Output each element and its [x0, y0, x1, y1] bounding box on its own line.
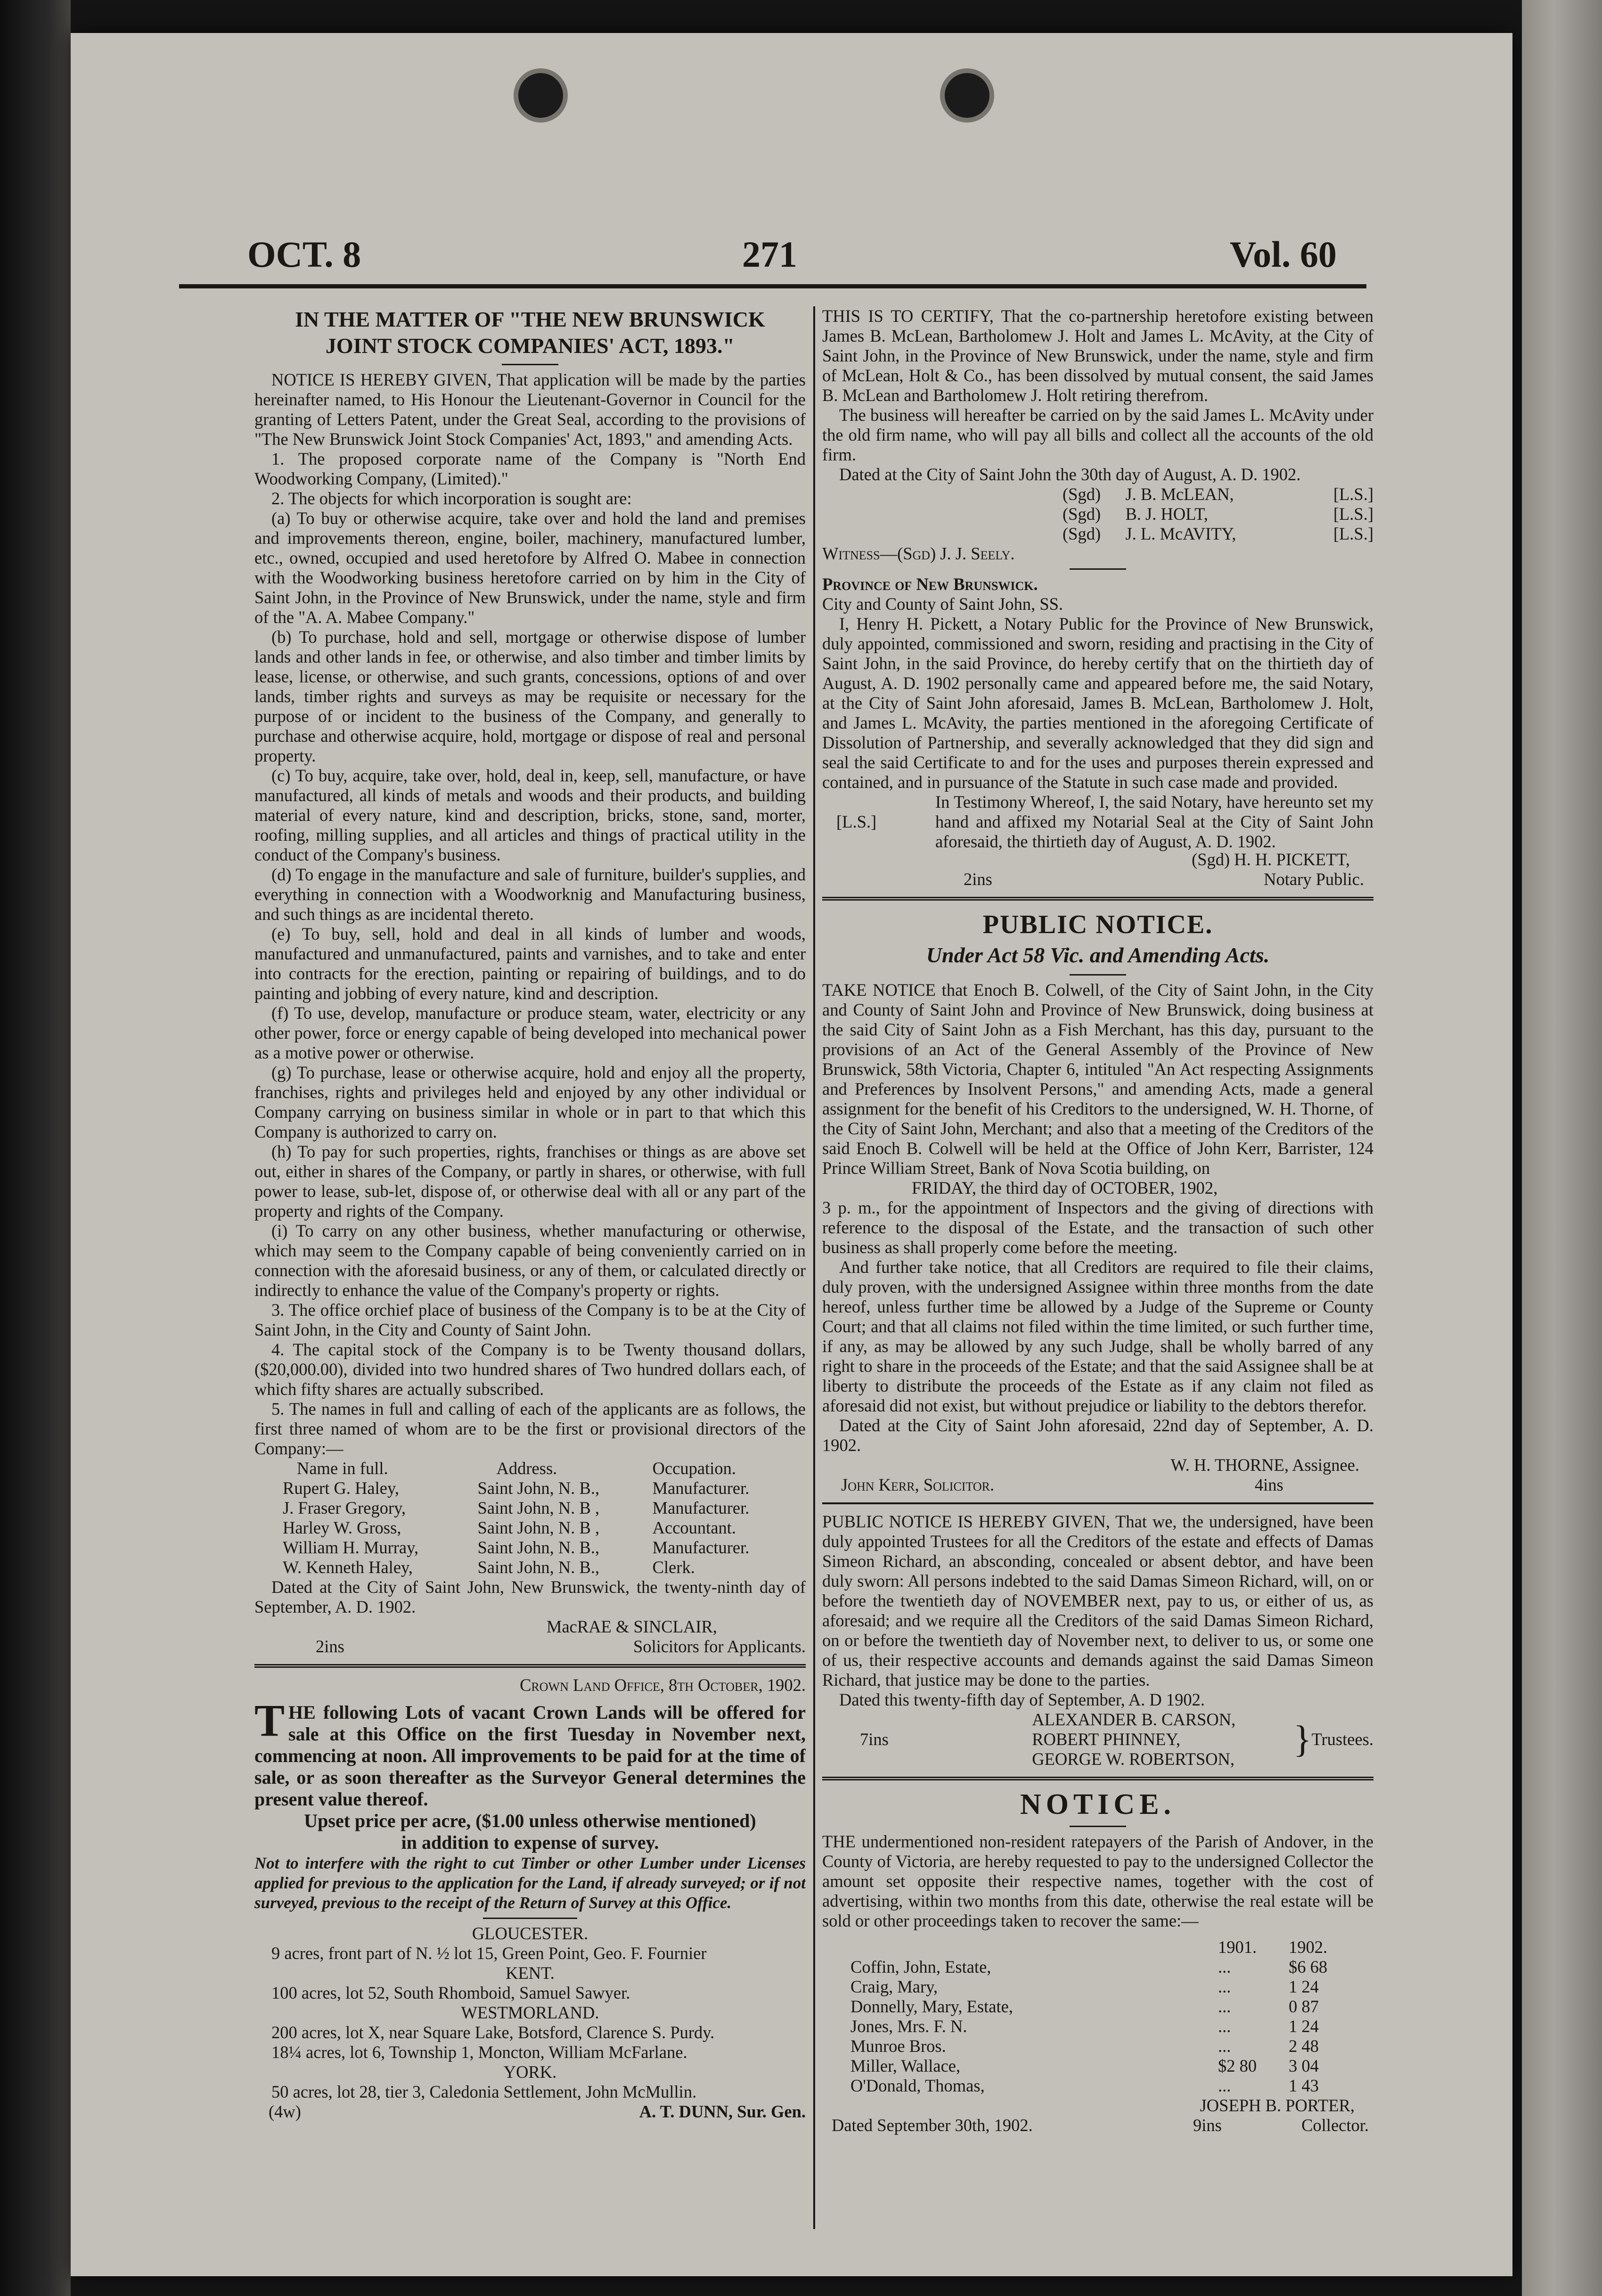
- column-header: 1902.: [1289, 1937, 1328, 1957]
- amount-1901: ...: [1218, 1977, 1231, 1996]
- table-row: [283, 1538, 792, 1558]
- witness-line: Witness—(Sgd) J. J. Seely.: [822, 544, 1015, 563]
- table-row: [1063, 524, 1373, 544]
- ratepayer-name: O'Donald, Thomas,: [850, 2076, 985, 2095]
- applicant-name: Rupert G. Haley,: [283, 1478, 399, 1498]
- signature-row: [254, 2102, 806, 2122]
- public-notice-assignment: [822, 908, 1373, 1495]
- paragraph: 1. The proposed corporate name of the Company is "North End Woodworking Company, (Limited).": [254, 449, 806, 488]
- table-row: [850, 1977, 1359, 1997]
- table-header-row: [283, 1459, 792, 1478]
- applicant-occupation: Clerk.: [652, 1558, 695, 1577]
- applicant-name: William H. Murray,: [283, 1538, 419, 1557]
- table-row: [850, 1957, 1359, 1977]
- amount-1901: ...: [1218, 1957, 1231, 1976]
- signer-role: Solicitors for Applicants.: [633, 1637, 806, 1656]
- right-column: [822, 306, 1373, 2253]
- upset-price-note: in addition to expense of survey.: [401, 1832, 659, 1853]
- ratepayer-name: Craig, Mary,: [850, 1977, 938, 1996]
- county-name: KENT.: [506, 1963, 555, 1983]
- amount-1902: 3 04: [1289, 2056, 1319, 2075]
- crown-land-notice: [254, 1675, 806, 2122]
- trustees-notice: [822, 1512, 1373, 1769]
- divider: [1070, 568, 1126, 570]
- sgd-mark: (Sgd): [1063, 504, 1101, 524]
- amount-1902: 1 43: [1289, 2076, 1319, 2095]
- applicants-table: [283, 1459, 792, 1577]
- section-divider: [822, 1502, 1373, 1504]
- trustee-name: GEORGE W. ROBERTSON,: [1032, 1749, 1235, 1769]
- signer-role: Collector.: [1301, 2116, 1369, 2135]
- paragraph: (d) To engage in the manufacture and sale of furniture, builder's supplies, and everything in connection with a Woodworknig and Manufacturing business, and such things as are incidental thereto.: [254, 865, 806, 924]
- dated-line: Dated at the City of Saint John, New Brunswick, the twenty-ninth day of September, A. D. 1902.: [254, 1577, 806, 1616]
- dated-line: Dated at the City of Saint John aforesaid, 22nd day of September, A. D. 1902.: [822, 1416, 1373, 1455]
- paragraph: (b) To purchase, hold and sell, mortgage or otherwise dispose of lumber lands and other lands in fee, or otherwise, and also timber and timber limits by lease, license, or otherwise, and such grants, concessions, options of and over lands, timber rights and surveys as may be requisite or necessary for the purpose of or incident to the business of the Company, and generally to purchase and otherwise acquire, hold, mortgage or dispose of real and personal property.: [254, 627, 806, 765]
- andover-ratepayers-notice: [822, 1788, 1373, 2135]
- applicant-address: Saint John, N. B.,: [477, 1478, 600, 1498]
- ratepayer-name: Jones, Mrs. F. N.: [850, 2017, 967, 2036]
- signature-row: [254, 1637, 806, 1656]
- insertion-count: 4ins: [1254, 1475, 1283, 1494]
- ratepayer-name: Donnelly, Mary, Estate,: [850, 1997, 1013, 2016]
- binding-hole-icon: [514, 68, 568, 123]
- dated-line: Dated this twenty-fifth day of September, A. D 1902.: [839, 1690, 1205, 1709]
- amount-1902: 1 24: [1289, 1977, 1319, 1996]
- paragraph: (c) To buy, acquire, take over, hold, deal in, keep, sell, manufacture, or have manufactured, all kinds of metals and woods and their products, and building material of every nature, kind and description, bricks, stone, sand, morter, roofing, milling supplies, and all articles and things of practical utility in the conduct of the Company's business.: [254, 766, 806, 864]
- applicant-address: Saint John, N. B.,: [477, 1538, 600, 1557]
- meeting-date: FRIDAY, the third day of OCTOBER, 1902,: [912, 1178, 1218, 1197]
- ratepayer-name: Coffin, John, Estate,: [850, 1957, 991, 1976]
- trustee-name: ALEXANDER B. CARSON,: [1032, 1710, 1236, 1729]
- lot-item: 200 acres, lot X, near Square Lake, Botsford, Clarence S. Purdy.: [271, 2023, 715, 2042]
- signer-name: W. H. THORNE, Assignee.: [1170, 1455, 1359, 1475]
- county-name: YORK.: [503, 2062, 557, 2082]
- signer-name: J. L. McAVITY,: [1125, 524, 1236, 543]
- binding-hole-icon: [940, 68, 994, 123]
- left-column: [254, 306, 806, 2253]
- column-header: 1901.: [1218, 1937, 1257, 1957]
- divider: [1070, 1826, 1126, 1827]
- amount-1902: 0 87: [1289, 1997, 1319, 2016]
- insertion-count: 2ins: [316, 1637, 344, 1656]
- applicant-occupation: Manufacturer.: [652, 1498, 750, 1517]
- signatures-table: [1063, 484, 1373, 544]
- seal-mark: [L.S.]: [1333, 504, 1373, 524]
- upset-price: Upset price per acre, ($1.00 unless otherwise mentioned): [304, 1810, 756, 1831]
- table-row: [283, 1478, 792, 1498]
- divider: [483, 1918, 577, 1919]
- divider: [1070, 974, 1126, 976]
- section-divider: [254, 1664, 806, 1668]
- insertion-count: (4w): [269, 2102, 301, 2121]
- paragraph: (g) To purchase, lease or otherwise acquire, hold and enjoy all the property, franchises, rights and privileges held and enjoyed by any other individual or Company carrying on business similar in whole or in part to that which this Company is authorized to carry on.: [254, 1063, 806, 1141]
- signature-row: [822, 869, 1373, 889]
- signature-row: [822, 2116, 1373, 2135]
- paragraph: 2. The objects for which incorporation is sought are:: [271, 489, 632, 508]
- solicitor-name: John Kerr, Solicitor.: [841, 1475, 995, 1494]
- amount-1901: $2 80: [1218, 2056, 1257, 2075]
- seal-mark: [L.S.]: [1333, 524, 1373, 543]
- issue-date: OCT. 8: [247, 234, 361, 275]
- lot-item: 9 acres, front part of N. ½ lot 15, Green Point, Geo. F. Fournier: [271, 1943, 707, 1963]
- paragraph: And further take notice, that all Creditors are required to file their claims, duly proven, with the undersigned Assignee within three months from the date hereof, unless further time be allowed by a Judge of the Supreme or County Court; and that all claims not filed within the time limited, or such further time, if any, as may be allowed by any such Judge, shall be wholly barred of any right to share in the proceeds of the Estate; and that the said Assignee shall be at liberty to distribute the proceeds of the Estate as if any claim not filed as aforesaid did not exist, but without prejudice or liability to the debtors therefor.: [822, 1257, 1373, 1415]
- applicant-name: W. Kenneth Haley,: [283, 1558, 413, 1577]
- brace-icon: }: [1293, 1719, 1312, 1760]
- table-header-row: [850, 1937, 1359, 1957]
- office-line: Crown Land Office, 8th October, 1902.: [520, 1675, 806, 1695]
- sgd-mark: (Sgd): [1063, 484, 1101, 504]
- ratepayers-table: [850, 1937, 1359, 2096]
- paragraph: 3 p. m., for the appointment of Inspectors and the giving of directions with reference to the disposal of the Estate, and the transaction of such other business as shall properly come before the meeting.: [822, 1198, 1373, 1257]
- volume-number: Vol. 60: [1230, 234, 1337, 275]
- signer-role: Notary Public.: [1264, 869, 1364, 889]
- insertion-count: 9ins: [1193, 2116, 1222, 2135]
- italic-note: Not to interfere with the right to cut Timber or other Lumber under Licenses applied for previous to the application for the Land, if already surveyed; or if not surveyed, previous to the receipt of the Return of Survey at this Office.: [254, 1854, 806, 1912]
- table-row: [850, 2036, 1359, 2056]
- amount-1902: 2 48: [1289, 2036, 1319, 2056]
- ratepayer-name: Miller, Wallace,: [850, 2056, 961, 2075]
- applicant-address: Saint John, N. B ,: [477, 1518, 600, 1537]
- table-row: [283, 1518, 792, 1538]
- table-row: [850, 2076, 1359, 2096]
- section-divider: [822, 1777, 1373, 1780]
- table-row: [850, 1997, 1359, 2017]
- paragraph: THIS IS TO CERTIFY, That the co-partnership heretofore existing between James B. McLean, Bartholomew J. Holt and James L. McAvity, at the City of Saint John, in the Province of New Brunswick, under the name, style and firm of McLean, Holt & Co., has been dissolved by mutual consent, the said James B. McLean and Bartholomew J. Holt retiring therefrom.: [822, 306, 1373, 405]
- drop-cap: T: [254, 1695, 285, 1746]
- section-divider: [822, 897, 1373, 901]
- lot-item: 18¼ acres, lot 6, Township 1, Moncton, William McFarlane.: [271, 2042, 687, 2062]
- paragraph: (f) To use, develop, manufacture or produce steam, water, electricity or any other power, force or energy capable of being developed into mechanical power as a motive power or otherwise.: [254, 1003, 806, 1062]
- trustees-label: Trustees.: [1311, 1730, 1373, 1749]
- county-name: WESTMORLAND.: [461, 2003, 599, 2022]
- city-line: City and County of Saint John, SS.: [822, 594, 1063, 614]
- notice-heading: NOTICE.: [1020, 1788, 1176, 1820]
- crown-land-body: HE following Lots of vacant Crown Lands will be offered for sale at this Office on the first Tuesday in November next, commencing at noon. All improvements to be paid for at the time of sale, or as soon thereafter as the Surveyor General determines the present value thereof.: [254, 1702, 806, 1810]
- applicant-occupation: Accountant.: [652, 1518, 736, 1537]
- paragraph: THE undermentioned non-resident ratepayers of the Parish of Andover, in the County of Victoria, are hereby requested to pay to the undersigned Collector the amount set opposite their respective names, together with the cost of advertising, within two months from this date, otherwise the real estate will be sold or other proceedings taken to recover the same:—: [822, 1832, 1373, 1930]
- paragraph: (e) To buy, sell, hold and deal in all kinds of lumber and woods, manufactured and unmanufactured, paints and varnishes, and to take and enter into contracts for the erection, painting or repairing of buildings, and to do painting and jobbing of every nature, kind and description.: [254, 924, 806, 1003]
- paragraph: PUBLIC NOTICE IS HEREBY GIVEN, That we, the undersigned, have been duly appointed Trustees for all the Creditors of the estate and effects of Damas Simeon Richard, an absconding, concealed or absent debtor, and have been duly sworn: All persons indebted to the said Damas Simeon Richard, will, on or before the twentieth day of NOVEMBER next, pay to us, or either of us, as aforesaid; and we require all the Creditors of the said Damas Simeon Richard, on or before the twentieth day of November next, to deliver to us, or some one of us, their respective accounts and demands against the said Damas Simeon Richard, that justice may be done to the parties.: [822, 1512, 1373, 1689]
- nb-joint-stock-notice: [254, 306, 806, 1656]
- paragraph: 3. The office orchief place of business of the Company is to be at the City of Saint John, in the City and County of Saint John.: [254, 1300, 806, 1339]
- signer-name: JOSEPH B. PORTER,: [1200, 2096, 1355, 2115]
- applicant-address: Saint John, N. B.,: [477, 1558, 600, 1577]
- ratepayer-name: Munroe Bros.: [850, 2036, 946, 2056]
- paragraph: The business will hereafter be carried on by the said James L. McAvity under the old firm name, who will pay all bills and collect all the accounts of the old firm.: [822, 405, 1373, 464]
- applicant-name: J. Fraser Gregory,: [283, 1498, 406, 1517]
- amount-1901: ...: [1218, 2076, 1231, 2095]
- table-row: [283, 1558, 792, 1577]
- paragraph: 5. The names in full and calling of each of the applicants are as follows, the first three named of whom are to be the first or provisional directors of the Company:—: [254, 1399, 806, 1458]
- lot-item: 50 acres, lot 28, tier 3, Caledonia Settlement, John McMullin.: [271, 2082, 697, 2101]
- paragraph: NOTICE IS HEREBY GIVEN, That application will be made by the parties hereinafter named, to His Honour the Lieutenant-Governor in Council for the granting of Letters Patent, under the Great Seal, according to the provisions of "The New Brunswick Joint Stock Companies' Act, 1893," and amending Acts.: [254, 370, 806, 449]
- signer-name: J. B. McLEAN,: [1125, 484, 1234, 504]
- column-header: Name in full.: [297, 1459, 388, 1478]
- page-number: 271: [742, 234, 797, 275]
- column-divider: [813, 306, 815, 2229]
- column-header: Occupation.: [652, 1459, 736, 1478]
- insertion-count: 2ins: [964, 869, 992, 889]
- trustee-name: ROBERT PHINNEY,: [1032, 1730, 1181, 1749]
- table-row: [850, 2056, 1359, 2076]
- province-line: Province of New Brunswick.: [822, 574, 1038, 594]
- insertion-count: 7ins: [860, 1730, 889, 1749]
- divider: [502, 364, 558, 365]
- amount-1901: ...: [1218, 2017, 1231, 2036]
- notice-title: JOINT STOCK COMPANIES' ACT, 1893.": [325, 334, 735, 358]
- applicant-occupation: Manufacturer.: [652, 1478, 750, 1498]
- signer-name: A. T. DUNN, Sur. Gen.: [639, 2102, 806, 2121]
- signer-name: MacRAE & SINCLAIR,: [547, 1617, 717, 1636]
- table-row: [850, 2017, 1359, 2036]
- notice-heading: PUBLIC NOTICE.: [982, 910, 1213, 939]
- amount-1901: ...: [1218, 2036, 1231, 2056]
- next-page-edge: [1522, 0, 1602, 2296]
- applicant-name: Harley W. Gross,: [283, 1518, 401, 1537]
- table-row: [1063, 484, 1373, 504]
- notice-title: IN THE MATTER OF "THE NEW BRUNSWICK: [295, 307, 765, 331]
- signature-row: [822, 1475, 1373, 1495]
- signer-name: B. J. HOLT,: [1125, 504, 1208, 524]
- paragraph: (h) To pay for such properties, rights, franchises or things as are above set out, either in shares of the Company, or partly in shares, or otherwise, with full power to lease, sub-let, dispose of, or otherwise deal with all or any part of the property and rights of the Company.: [254, 1142, 806, 1221]
- applicant-address: Saint John, N. B ,: [477, 1498, 600, 1517]
- amount-1902: $6 68: [1289, 1957, 1328, 1976]
- paragraph: 4. The capital stock of the Company is to be Twenty thousand dollars, ($20,000.00), divided into two hundred shares of Two hundred dollars each, of which fifty shares are actually subscribed.: [254, 1340, 806, 1399]
- table-row: [283, 1498, 792, 1518]
- county-name: GLOUCESTER.: [472, 1924, 588, 1943]
- applicant-occupation: Manufacturer.: [652, 1538, 750, 1557]
- trustees-signatures: [822, 1710, 1373, 1769]
- dissolution-notice: [822, 306, 1373, 889]
- page-header: [179, 233, 1366, 285]
- testimony-paragraph: In Testimony Whereof, I, the said Notary, have hereunto set my hand and affixed my Notarial Seal at the City of Saint John aforesaid, the thirtieth day of August, A. D. 1902.: [935, 792, 1373, 851]
- dated-line: Dated at the City of Saint John the 30th day of August, A. D. 1902.: [839, 465, 1301, 484]
- seal-mark: [L.S.]: [836, 812, 877, 831]
- seal-mark: [L.S.]: [1333, 484, 1373, 504]
- paragraph: [254, 1695, 806, 1810]
- sgd-mark: (Sgd): [1063, 524, 1101, 543]
- notary-signature: (Sgd) H. H. PICKETT,: [1192, 850, 1350, 869]
- header-rule: [179, 284, 1366, 288]
- paragraph: (a) To buy or otherwise acquire, take over and hold the land and premises and improvements thereon, engine, boiler, machinery, manufactured lumber, etc., owned, occupied and used heretofore by Alfred O. Mabee in connection with the Woodworking business heretofore carried on by him in the City of Saint John, in the Province of New Brunswick, under the name, style and firm of the "A. A. Mabee Company.": [254, 508, 806, 627]
- table-row: [1063, 504, 1373, 524]
- notice-subheading: Under Act 58 Vic. and Amending Acts.: [926, 943, 1270, 967]
- dated-line: Dated September 30th, 1902.: [832, 2116, 1033, 2135]
- scan-left-margin: [0, 0, 71, 2296]
- amount-1902: 1 24: [1289, 2017, 1319, 2036]
- amount-1901: ...: [1218, 1997, 1231, 2016]
- paragraph: I, Henry H. Pickett, a Notary Public for the Province of New Brunswick, duly appointed, commissioned and sworn, residing and practising in the City of Saint John, in the said Province, do hereby certify that on the thirtieth day of August, A. D. 1902 personally came and appeared before me, the said Notary, at the City of Saint John aforesaid, James B. McLean, Bartholomew J. Holt, and James L. McAvity, the parties mentioned in the aforegoing Certificate of Dissolution of Partnership, and severally acknowledged that they did sign and seal the said Certificate to and for the uses and purposes therein expressed and contained, and in pursuance of the Statute in such case made and provided.: [822, 614, 1373, 792]
- column-header: Address.: [496, 1459, 557, 1478]
- lot-item: 100 acres, lot 52, South Rhomboid, Samuel Sawyer.: [271, 1983, 630, 2002]
- paragraph: (i) To carry on any other business, whether manufacturing or otherwise, which may seem to the Company capable of being conveniently carried on in connection with the aforesaid business, or any of them, or calculated directly or indirectly to enhance the value of the Company's property or rights.: [254, 1221, 806, 1300]
- paragraph: TAKE NOTICE that Enoch B. Colwell, of the City of Saint John, in the City and County of Saint John and Province of New Brunswick, doing business at the said City of Saint John as a Fish Merchant, has this day, pursuant to the provisions of an Act of the General Assembly of the Province of New Brunswick, 58th Victoria, Chapter 6, intituled "An Act respecting Assignments and Preferences by Insolvent Persons," and amending Acts, made a general assignment for the benefit of his Creditors to the undersigned, W. H. Thorne, of the City of Saint John, Merchant; and also that a meeting of the Creditors of the said Enoch B. Colwell will be held at the Office of John Kerr, Barrister, 124 Prince William Street, Bank of Nova Scotia building, on: [822, 980, 1373, 1178]
